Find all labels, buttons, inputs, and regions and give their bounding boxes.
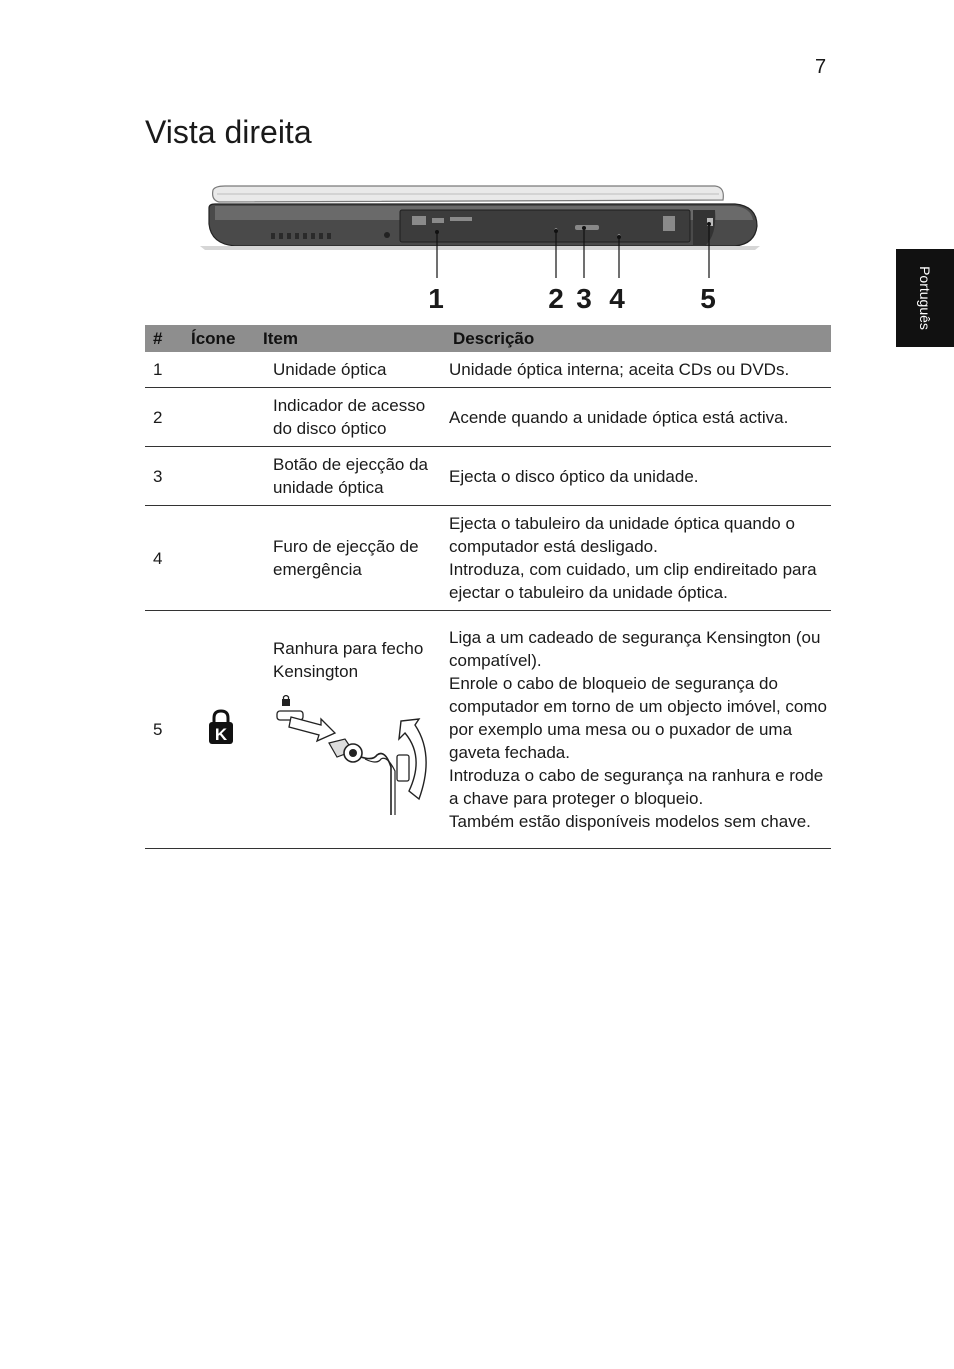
callout-number: 2	[548, 283, 564, 314]
right-view-components-table	[145, 325, 831, 849]
description-line: Introduza, com cuidado, um clip endireitado para ejectar o tabuleiro da unidade óptica.	[449, 560, 817, 602]
column-header-description: Descrição	[445, 325, 831, 352]
table-row	[145, 506, 831, 611]
row-number: 1	[145, 352, 183, 388]
table-row	[145, 388, 831, 447]
row-item: Furo de ejecção de emergência	[255, 506, 445, 611]
page-title: Vista direita	[145, 114, 312, 150]
row-number: 5	[145, 611, 183, 849]
description-line: Liga a um cadeado de segurança Kensington (ou compatível).	[449, 628, 821, 670]
page-number: 7	[815, 56, 827, 78]
row-description	[445, 388, 831, 447]
row-icon-cell	[183, 611, 255, 849]
callout-number: 1	[428, 283, 444, 314]
callout-number: 3	[576, 283, 592, 314]
column-header-number: #	[145, 325, 183, 352]
laptop-right-side-illustration	[195, 180, 770, 285]
description-line: Também estão disponíveis modelos sem chave.	[449, 812, 811, 831]
row-number: 4	[145, 506, 183, 611]
svg-text:K: K	[214, 724, 228, 744]
row-description	[445, 611, 831, 849]
language-tab	[896, 249, 954, 347]
row-description	[445, 506, 831, 611]
row-item-label: Ranhura para fecho Kensington	[273, 639, 424, 681]
description-line: Unidade óptica interna; aceita CDs ou DVDs.	[449, 360, 790, 379]
row-icon-cell	[183, 352, 255, 388]
callout-number: 4	[609, 283, 625, 314]
description-line: Enrole o cabo de bloqueio de segurança do computador em torno de um objecto imóvel, como por exemplo uma mesa ou o puxador de uma gaveta fechada.	[449, 674, 827, 762]
row-number: 2	[145, 388, 183, 447]
row-description	[445, 447, 831, 506]
kensington-lock-icon	[207, 709, 235, 751]
row-item: Botão de ejecção da unidade óptica	[255, 447, 445, 506]
row-item	[255, 611, 445, 849]
description-line: Ejecta o disco óptico da unidade.	[449, 466, 699, 486]
row-description	[445, 352, 831, 388]
row-item: Unidade óptica	[255, 352, 445, 388]
kensington-lock-illustration	[273, 695, 433, 817]
callout-number: 5	[700, 283, 716, 314]
row-number: 3	[145, 447, 183, 506]
row-icon-cell	[183, 388, 255, 447]
row-icon-cell	[183, 506, 255, 611]
description-line: Ejecta o tabuleiro da unidade óptica quando o computador está desligado.	[449, 514, 795, 556]
column-header-item: Item	[255, 325, 445, 352]
table-row	[145, 447, 831, 506]
column-header-icon: Ícone	[183, 325, 255, 352]
table-header-row	[145, 325, 831, 352]
description-line: Introduza o cabo de segurança na ranhura e rode a chave para proteger o bloqueio.	[449, 766, 824, 808]
table-row	[145, 352, 831, 388]
table-row	[145, 611, 831, 849]
row-icon-cell	[183, 447, 255, 506]
row-item: Indicador de acesso do disco óptico	[255, 388, 445, 447]
description-line: Acende quando a unidade óptica está activa.	[449, 407, 789, 427]
language-tab-label: Português	[917, 266, 933, 330]
